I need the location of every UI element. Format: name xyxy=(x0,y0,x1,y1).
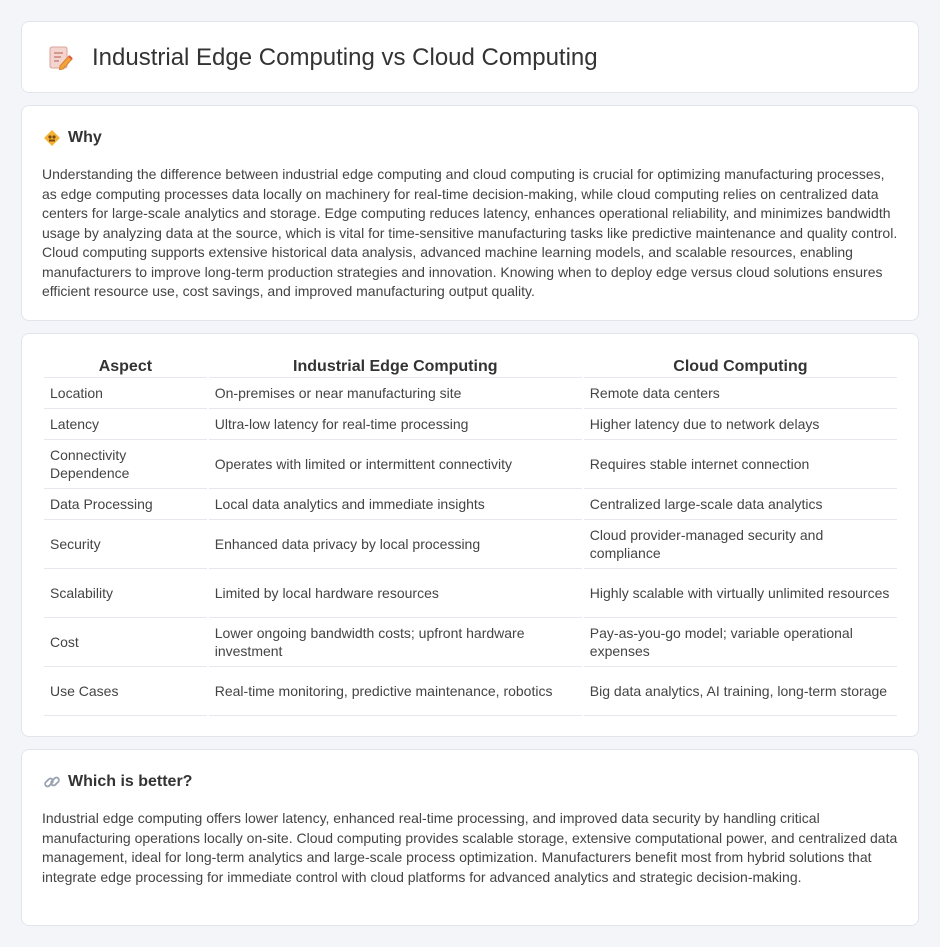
why-body: Understanding the difference between industrial edge computing and cloud computing is crucial for optimizing manufacturing processes, as edge computing processes data locally on machinery for real-time decision-making, while cloud computing relies on centralized data centers for large-scale analytics and storage. Edge computing reduces latency, enhances operational reliability, and minimizes bandwidth usage by analyzing data at the source, which is vital for time-sensitive manufacturing tasks like predictive maintenance and quality control. Cloud computing supports extensive historical data analysis, advanced machine learning models, and scalable resources, enabling manufacturers to improve long-term production strategies and innovation. Knowing when to deploy edge versus cloud solutions ensures efficient resource use, cost savings, and improved manufacturing output quality. xyxy=(42,166,898,299)
cell-aspect: Use Cases xyxy=(44,667,207,716)
cell-edge: Real-time monitoring, predictive maintenance, robotics xyxy=(209,667,582,716)
cell-cloud: Cloud provider-managed security and compliance xyxy=(584,520,897,569)
title-card xyxy=(21,21,919,93)
table-row xyxy=(44,378,897,409)
cell-aspect: Security xyxy=(44,520,207,569)
table-row xyxy=(44,520,897,569)
lightbulb-bulb-icon xyxy=(42,128,62,148)
better-header xyxy=(42,772,192,792)
table-row xyxy=(44,667,897,716)
cell-edge: Operates with limited or intermittent connectivity xyxy=(209,440,582,489)
cell-cloud: Centralized large-scale data analytics xyxy=(584,489,897,520)
page-title: Industrial Edge Computing vs Cloud Computing xyxy=(92,44,598,71)
table-row xyxy=(44,409,897,440)
comparison-section xyxy=(21,333,919,737)
header-aspect: Aspect xyxy=(44,352,207,378)
cell-edge: Lower ongoing bandwidth costs; upfront hardware investment xyxy=(209,618,582,667)
why-section xyxy=(21,105,919,321)
header-cloud: Cloud Computing xyxy=(584,352,897,378)
why-heading: Why xyxy=(68,129,102,146)
header-edge: Industrial Edge Computing xyxy=(209,352,582,378)
table-header-row xyxy=(44,352,897,378)
edit-document-icon xyxy=(46,44,74,72)
cell-cloud: Highly scalable with virtually unlimited resources xyxy=(584,569,897,618)
cell-aspect: Data Processing xyxy=(44,489,207,520)
cell-edge: Local data analytics and immediate insights xyxy=(209,489,582,520)
table-row xyxy=(44,569,897,618)
why-header xyxy=(42,128,102,148)
link-icon xyxy=(42,772,62,792)
cell-aspect: Scalability xyxy=(44,569,207,618)
comparison-table xyxy=(42,352,899,716)
cell-edge: Enhanced data privacy by local processing xyxy=(209,520,582,569)
cell-edge: On-premises or near manufacturing site xyxy=(209,378,582,409)
table-row xyxy=(44,618,897,667)
cell-aspect: Connectivity Dependence xyxy=(44,440,207,489)
title-row xyxy=(46,44,598,72)
cell-aspect: Latency xyxy=(44,409,207,440)
cell-cloud: Big data analytics, AI training, long-term storage xyxy=(584,667,897,716)
table-row xyxy=(44,440,897,489)
cell-cloud: Requires stable internet connection xyxy=(584,440,897,489)
cell-cloud: Remote data centers xyxy=(584,378,897,409)
table-row xyxy=(44,489,897,520)
cell-cloud: Pay-as-you-go model; variable operational expenses xyxy=(584,618,897,667)
better-body: Industrial edge computing offers lower latency, enhanced real-time processing, and improved data security by handling critical manufacturing operations locally on-site. Cloud computing provides scalable storage, extensive computational power, and centralized data management, ideal for long-term analytics and large-scale process optimization. Manufacturers benefit most from hybrid solutions that integrate edge processing for immediate control with cloud platforms for advanced analytics and strategic decision-making. xyxy=(42,810,898,885)
cell-aspect: Cost xyxy=(44,618,207,667)
better-heading: Which is better? xyxy=(68,773,193,790)
cell-aspect: Location xyxy=(44,378,207,409)
cell-cloud: Higher latency due to network delays xyxy=(584,409,897,440)
which-better-section xyxy=(21,749,919,926)
cell-edge: Ultra-low latency for real-time processing xyxy=(209,409,582,440)
cell-edge: Limited by local hardware resources xyxy=(209,569,582,618)
